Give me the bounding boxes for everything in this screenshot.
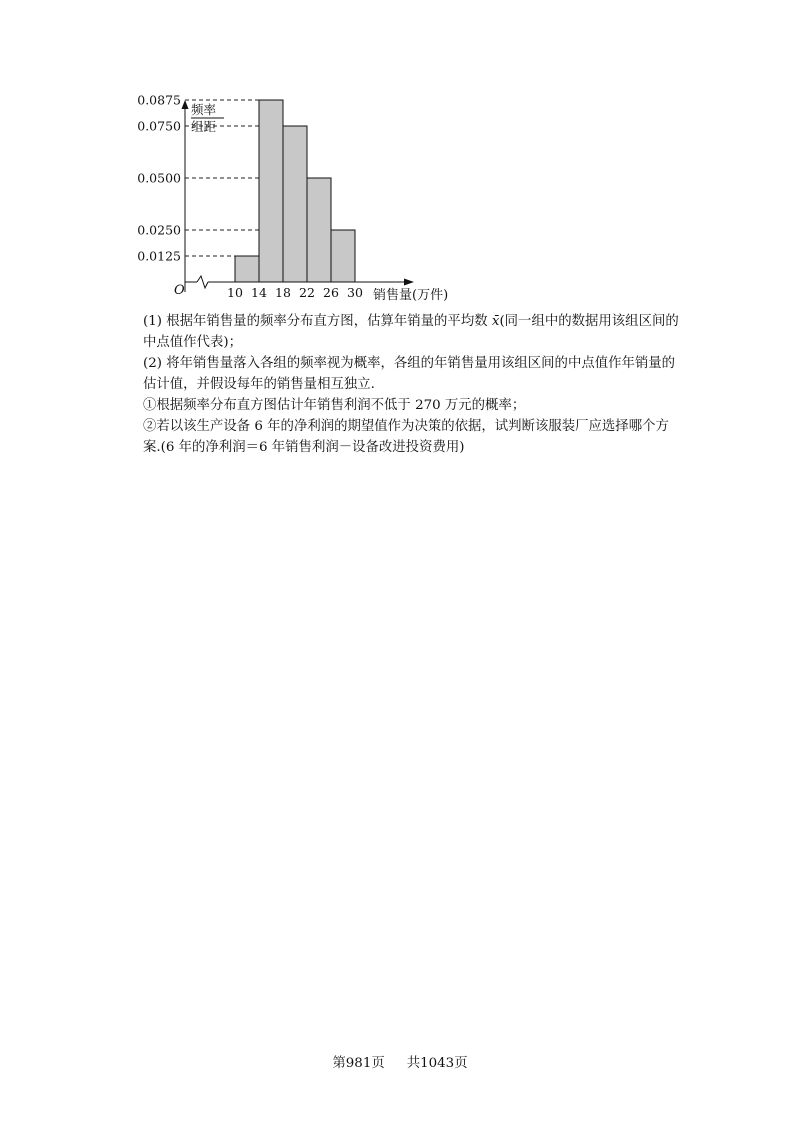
y-label-numerator: 频率 — [191, 102, 217, 117]
y-tick-label-2: 0.0500 — [137, 170, 181, 186]
histogram-bars — [235, 100, 355, 282]
mean-symbol: x̄ — [491, 314, 500, 329]
y-tick-label-4: 0.0875 — [137, 92, 181, 108]
x-axis-label: 销售量(万件) — [373, 288, 449, 303]
question-2-part-2: ②若以该生产设备 6 年的净利润的期望值作为决策的依据，试判断该服装厂应选择哪个方案.(6 年的净利润＝6 年销售利润－设备改进投资费用) — [143, 419, 669, 455]
question-1-text: (1) 根据年销售量的频率分布直方图，估算年销量的平均数 — [143, 314, 488, 329]
question-1-rest: (同一组中的数据用该组区间的中点值作代表)； — [143, 314, 679, 350]
histogram-bar-26-30 — [331, 230, 355, 282]
histogram-bar-14-18 — [259, 100, 283, 282]
question-1 — [143, 311, 683, 353]
y-tick-label-0: 0.0125 — [137, 248, 181, 264]
page-footer — [0, 1052, 800, 1071]
question-2-part-1: ①根据频率分布直方图估计年销售利润不低于 270 万元的概率； — [143, 398, 526, 413]
frequency-histogram — [130, 92, 470, 307]
x-tick-label-2: 18 — [275, 285, 291, 300]
total-pages: 共1043页 — [406, 1056, 468, 1071]
y-label-denominator: 组距 — [191, 119, 217, 134]
y-axis-arrow — [182, 100, 189, 109]
page-number: 第981页 — [332, 1056, 385, 1071]
x-tick-label-5: 30 — [347, 285, 363, 300]
question-text — [143, 311, 683, 458]
histogram-bar-22-26 — [307, 178, 331, 282]
x-axis-break — [197, 276, 208, 288]
x-tick-label-3: 22 — [299, 285, 315, 300]
x-axis-arrow — [404, 279, 414, 286]
x-tick-label-1: 14 — [251, 285, 267, 300]
y-axis-label — [191, 102, 224, 134]
y-tick-label-1: 0.0250 — [137, 222, 181, 238]
question-2: (2) 将年销售量落入各组的频率视为概率，各组的年销售量用该组区间的中点值作年销量的估计值，并假设每年的销售量相互独立. — [143, 356, 676, 392]
origin-label: O — [174, 283, 185, 298]
x-tick-label-4: 26 — [323, 285, 339, 300]
histogram-bar-18-22 — [283, 126, 307, 282]
x-tick-label-0: 10 — [227, 285, 243, 300]
histogram-bar-10-14 — [235, 256, 259, 282]
y-tick-label-3: 0.0750 — [137, 118, 181, 134]
